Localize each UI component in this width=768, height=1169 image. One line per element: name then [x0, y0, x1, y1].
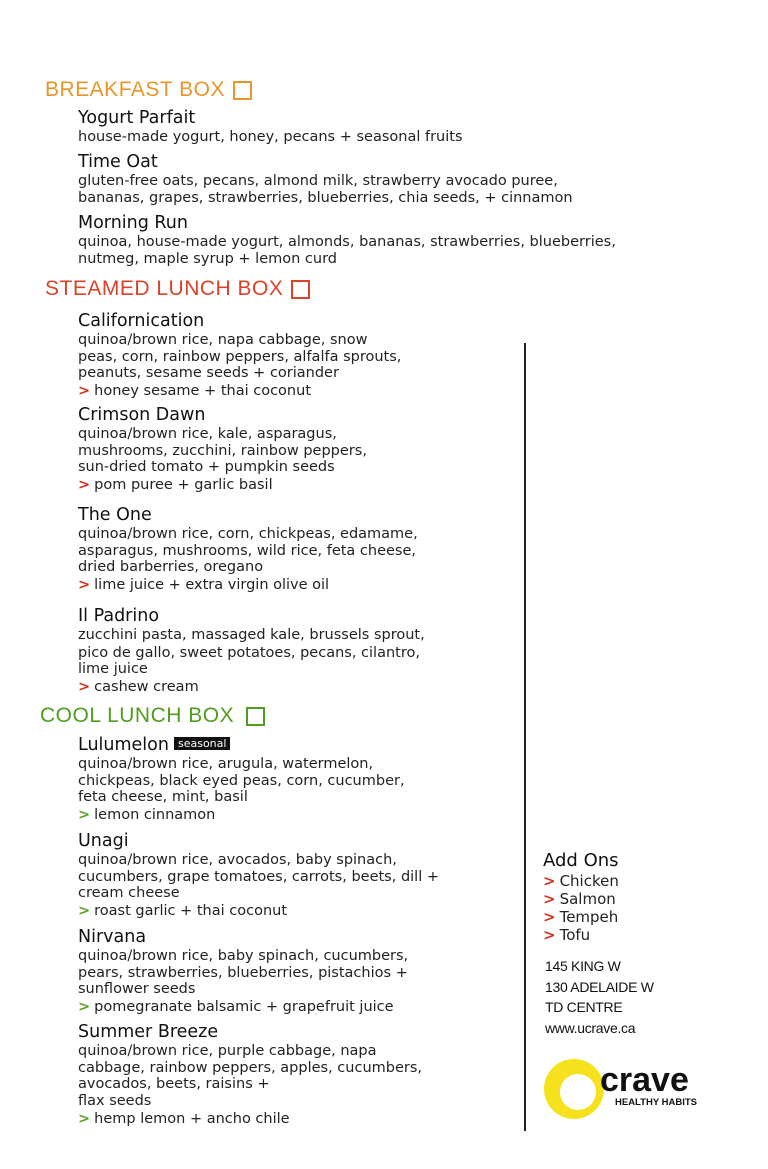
menu-item	[78, 927, 408, 1016]
item-desc: quinoa/brown rice, kale, asparagus,	[78, 426, 337, 442]
menu-item	[78, 735, 405, 824]
item-sauce	[78, 576, 418, 594]
item-sauce	[78, 476, 367, 494]
item-sauce	[78, 678, 425, 696]
add-on-item	[543, 908, 619, 926]
item-desc: zucchini pasta, massaged kale, brussels sprout,	[78, 627, 425, 643]
item-name: Il Padrino	[78, 606, 160, 626]
add-on-item	[543, 872, 619, 890]
sauce-text: pomegranate balsamic + grapefruit juice	[94, 999, 394, 1016]
item-name: Morning Run	[78, 213, 188, 233]
item-desc: pico de gallo, sweet potatoes, pecans, cilantro,	[78, 644, 420, 661]
menu-item	[78, 505, 418, 594]
breakfast-checkbox[interactable]	[233, 81, 252, 100]
add-ons-title: Add Ons	[543, 850, 619, 871]
crave-logo-graphic	[540, 1053, 725, 1119]
item-desc: bananas, grapes, strawberries, blueberries, chia seeds, + cinnamon	[78, 189, 573, 206]
sauce-arrow: >	[78, 679, 91, 696]
item-sauce	[78, 1110, 422, 1128]
column-divider	[524, 343, 526, 1131]
sauce-arrow: >	[78, 1110, 91, 1127]
item-desc: quinoa/brown rice, baby spinach, cucumbers,	[78, 948, 409, 964]
steamed-lunch-box-title	[45, 277, 310, 301]
add-on-item	[543, 926, 619, 944]
item-desc: gluten-free oats, pecans, almond milk, strawberry avocado puree,	[78, 173, 558, 189]
add-on-label: Chicken	[559, 872, 619, 890]
item-desc: quinoa/brown rice, purple cabbage, napa	[78, 1043, 377, 1059]
item-desc: quinoa/brown rice, arugula, watermelon,	[78, 756, 374, 772]
menu-item	[78, 311, 401, 400]
sauce-text: lime juice + extra virgin olive oil	[94, 577, 330, 594]
item-name	[78, 735, 405, 756]
menu-item	[78, 152, 573, 206]
add-on-arrow: >	[543, 926, 556, 944]
address-line: TD CENTRE	[545, 999, 623, 1015]
add-on-arrow: >	[543, 890, 556, 908]
item-desc: peas, corn, rainbow peppers, alfalfa sprouts,	[78, 348, 402, 365]
item-desc: dried barberries, oregano	[78, 559, 264, 576]
item-sauce	[78, 806, 405, 824]
sauce-text: honey sesame + thai coconut	[94, 383, 311, 400]
address-line: 130 ADELAIDE W	[545, 978, 654, 995]
item-desc: cucumbers, grape tomatoes, carrots, beets, dill +	[78, 868, 439, 885]
item-sauce	[78, 998, 408, 1016]
address-line: 145 KING W	[545, 958, 621, 974]
item-name: Californication	[78, 311, 205, 331]
menu-item	[78, 606, 425, 696]
sauce-arrow: >	[78, 383, 91, 400]
item-desc: quinoa/brown rice, corn, chickpeas, edamame,	[78, 526, 418, 542]
add-on-arrow: >	[543, 872, 556, 890]
add-on-label: Salmon	[559, 890, 616, 908]
item-name: Crimson Dawn	[78, 405, 206, 425]
add-on-arrow: >	[543, 908, 556, 926]
item-desc: pears, strawberries, blueberries, pistachios +	[78, 964, 408, 981]
item-desc: feta cheese, mint, basil	[78, 789, 248, 806]
add-on-label: Tofu	[559, 926, 591, 944]
add-on-item	[543, 890, 619, 908]
address-block	[545, 956, 654, 1038]
crave-logo	[540, 1053, 725, 1119]
sauce-text: pom puree + garlic basil	[94, 477, 273, 494]
logo-wordmark: crave	[600, 1061, 689, 1099]
sauce-text: cashew cream	[94, 679, 199, 696]
item-desc: flax seeds	[78, 1093, 152, 1110]
add-ons-panel	[543, 850, 619, 944]
item-sauce	[78, 382, 401, 400]
steamed-checkbox[interactable]	[291, 280, 310, 299]
item-desc: cabbage, rainbow peppers, apples, cucumbers,	[78, 1059, 423, 1076]
item-name: The One	[78, 505, 152, 525]
item-desc: nutmeg, maple syrup + lemon curd	[78, 250, 337, 267]
item-desc: sun-dried tomato + pumpkin seeds	[78, 459, 335, 476]
breakfast-box-title	[45, 78, 252, 102]
menu-item	[78, 213, 616, 267]
sauce-text: lemon cinnamon	[94, 807, 216, 824]
seasonal-badge: seasonal	[174, 737, 230, 750]
item-desc: quinoa, house-made yogurt, almonds, bananas, strawberries, blueberries,	[78, 234, 616, 250]
item-desc: cream cheese	[78, 885, 180, 902]
item-name: Unagi	[78, 831, 129, 851]
menu-item	[78, 831, 439, 920]
sauce-arrow: >	[78, 999, 91, 1016]
sauce-text: roast garlic + thai coconut	[94, 903, 288, 920]
item-desc: lime juice	[78, 661, 148, 678]
item-desc: peanuts, sesame seeds + coriander	[78, 365, 339, 382]
item-desc: quinoa/brown rice, avocados, baby spinach,	[78, 852, 397, 868]
menu-item	[78, 108, 463, 146]
cool-lunch-box-title	[40, 704, 265, 728]
item-name: Nirvana	[78, 927, 147, 947]
item-name: Time Oat	[78, 152, 158, 172]
cool-lunch-box-label: COOL LUNCH BOX	[40, 704, 235, 727]
item-desc: sunflower seeds	[78, 981, 196, 998]
website-link[interactable]: www.ucrave.ca	[545, 1019, 636, 1036]
sauce-arrow: >	[78, 807, 91, 824]
item-desc: quinoa/brown rice, napa cabbage, snow	[78, 332, 368, 348]
item-desc: asparagus, mushrooms, wild rice, feta cheese,	[78, 542, 417, 559]
cool-checkbox[interactable]	[246, 707, 265, 726]
item-sauce	[78, 902, 439, 920]
item-desc: chickpeas, black eyed peas, corn, cucumber,	[78, 772, 405, 789]
item-name-text: Lulumelon	[78, 735, 169, 755]
menu-item	[78, 405, 367, 494]
steamed-lunch-box-label: STEAMED LUNCH BOX	[45, 277, 284, 300]
sauce-arrow: >	[78, 903, 91, 920]
logo-circle-inner-icon	[560, 1074, 596, 1110]
menu-item	[78, 1022, 422, 1128]
item-desc: avocados, beets, raisins +	[78, 1076, 270, 1093]
item-name: Yogurt Parfait	[78, 108, 196, 128]
sauce-text: hemp lemon + ancho chile	[94, 1110, 290, 1127]
breakfast-box-label: BREAKFAST BOX	[45, 78, 226, 101]
add-on-label: Tempeh	[559, 908, 619, 926]
item-desc: house-made yogurt, honey, pecans + seasonal fruits	[78, 129, 463, 145]
sauce-arrow: >	[78, 577, 91, 594]
item-desc: mushrooms, zucchini, rainbow peppers,	[78, 442, 367, 459]
logo-tagline: HEALTHY HABITS	[615, 1097, 697, 1108]
sauce-arrow: >	[78, 477, 91, 494]
item-name: Summer Breeze	[78, 1022, 219, 1042]
